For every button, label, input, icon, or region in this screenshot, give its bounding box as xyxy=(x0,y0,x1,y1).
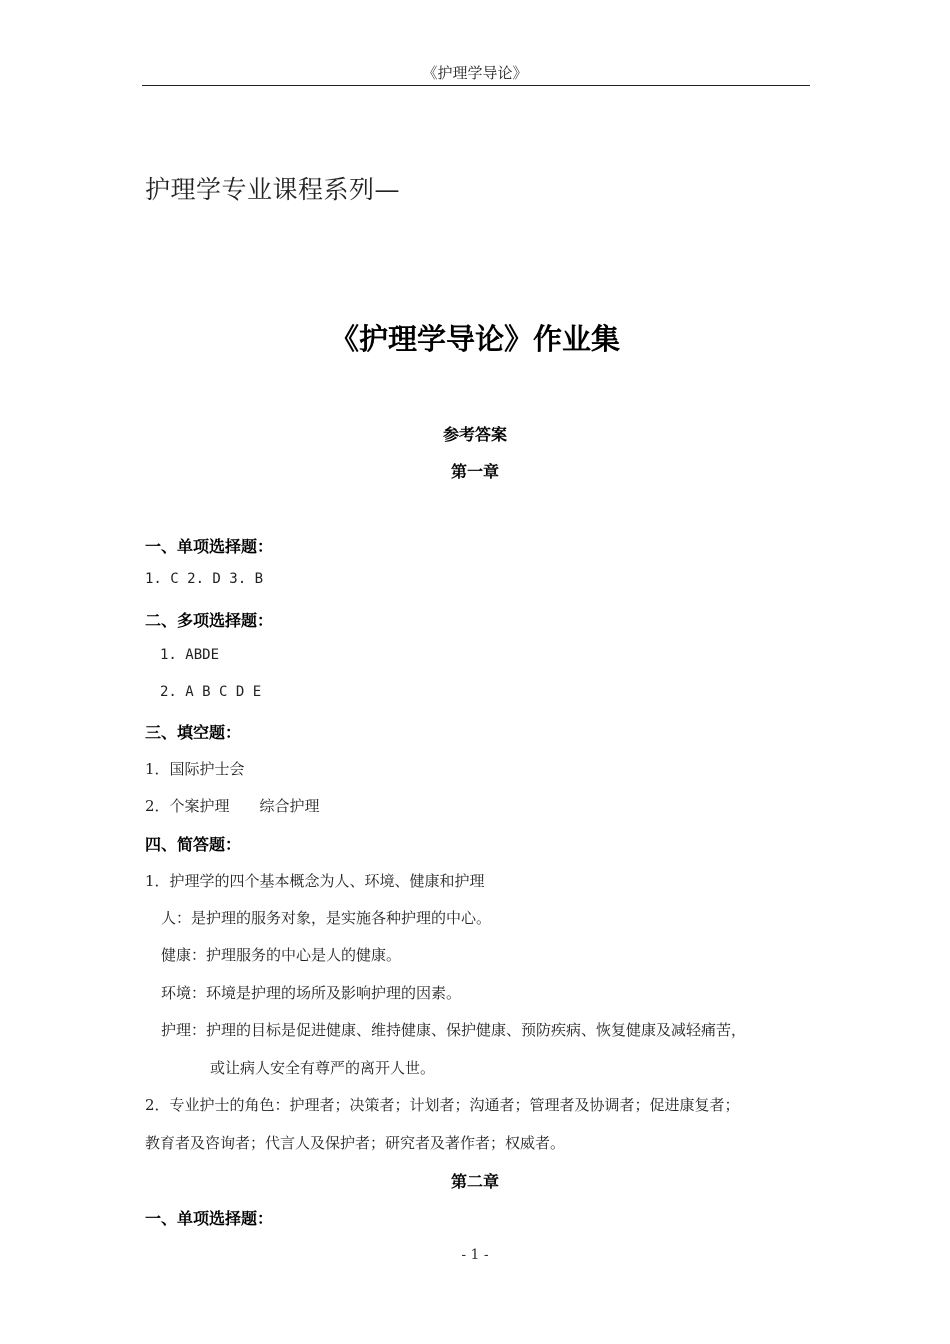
ch1-sec4-q1-nursing: 护理：护理的目标是促进健康、维持健康、保护健康、预防疾病、恢复健康及减轻痛苦， xyxy=(161,1021,747,1039)
running-header: 《护理学导论》 xyxy=(422,64,528,82)
ch1-sec4-q1: 1．护理学的四个基本概念为人、环境、健康和护理 xyxy=(145,872,485,890)
header-rule xyxy=(142,85,810,86)
ch2-sec1-heading: 一、单项选择题： xyxy=(145,1209,274,1228)
ch1-sec1-heading: 一、单项选择题： xyxy=(145,537,274,556)
ch1-sec4-q1-nursing-cont: 或让病人安全有尊严的离开人世。 xyxy=(210,1059,436,1077)
ch1-sec3-item2: 2．个案护理 综合护理 xyxy=(145,797,320,815)
ch1-sec4-q2-cont: 教育者及咨询者；代言人及保护者；研究者及著作者；权威者。 xyxy=(145,1134,566,1152)
chapter1-title: 第一章 xyxy=(450,462,499,481)
ch1-sec2-item2: 2. A B C D E xyxy=(160,684,262,700)
ch1-sec2-item1: 1. ABDE xyxy=(160,647,220,663)
ch1-sec3-heading: 三、填空题： xyxy=(145,723,242,742)
main-title: 《护理学导论》作业集 xyxy=(329,322,620,356)
chapter2-title: 第二章 xyxy=(450,1172,499,1191)
ch1-sec4-q2: 2．专业护士的角色：护理者；决策者；计划者；沟通者；管理者及协调者；促进康复者； xyxy=(145,1096,740,1114)
ch1-sec4-q1-environment: 环境：环境是护理的场所及影响护理的因素。 xyxy=(161,984,462,1002)
page-number: - 1 - xyxy=(461,1247,489,1263)
ch1-sec2-heading: 二、多项选择题： xyxy=(145,611,274,630)
series-title: 护理学专业课程系列— xyxy=(145,175,401,204)
ch1-sec4-q1-health: 健康：护理服务的中心是人的健康。 xyxy=(161,946,402,964)
subtitle: 参考答案 xyxy=(442,425,507,444)
ch1-sec1-answers: 1. C 2. D 3. B xyxy=(145,571,264,587)
ch1-sec4-heading: 四、简答题： xyxy=(145,835,242,854)
ch1-sec4-q1-person: 人：是护理的服务对象，是实施各种护理的中心。 xyxy=(161,909,492,927)
ch1-sec3-item1: 1．国际护士会 xyxy=(145,760,245,778)
